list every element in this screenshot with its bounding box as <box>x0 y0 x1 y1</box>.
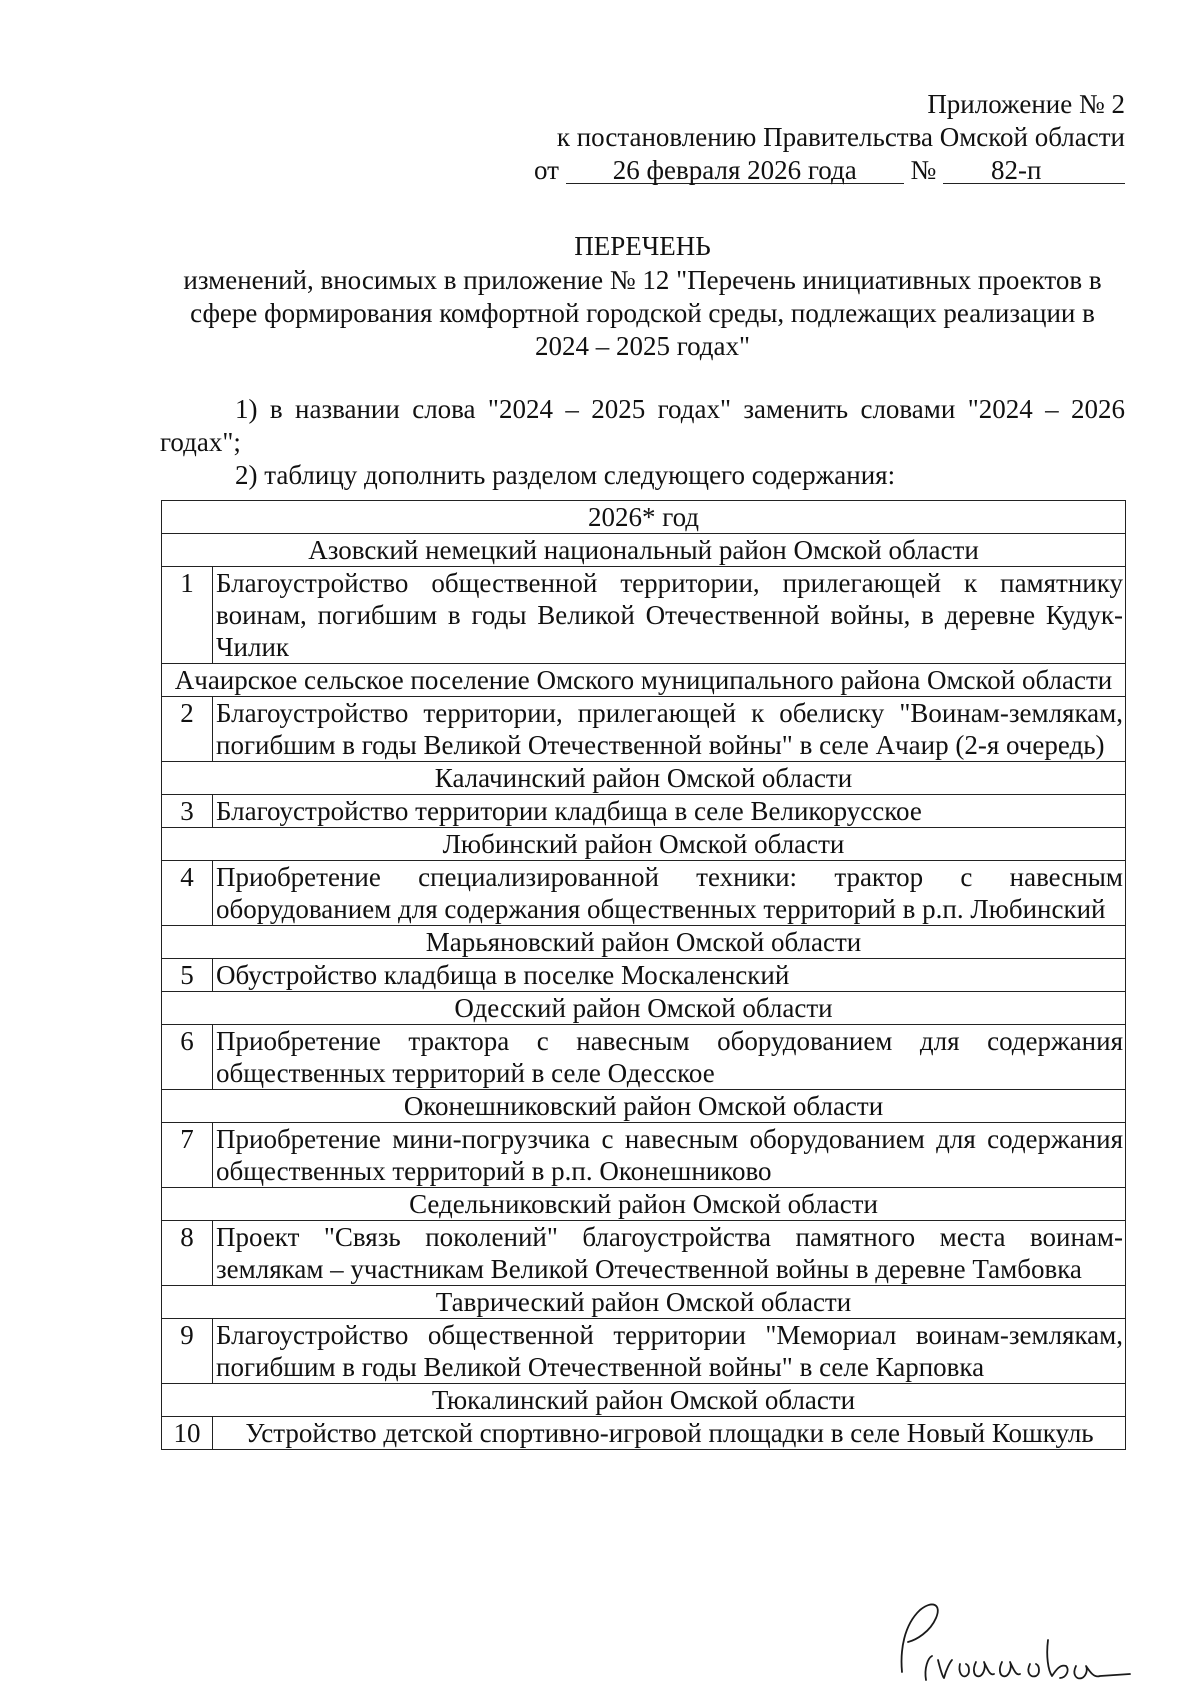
project-row <box>162 1417 1126 1450</box>
project-row <box>162 861 1126 926</box>
project-row <box>162 1123 1126 1188</box>
project-number: 10 <box>162 1417 213 1450</box>
project-row <box>162 795 1126 828</box>
project-row <box>162 959 1126 992</box>
project-description: Благоустройство территории, прилегающей к обелиску "Воинам-землякам, погибшим в годы Великой Отечественной войны" в селе Ачаир (2-я очередь) <box>213 697 1126 762</box>
project-row <box>162 697 1126 762</box>
project-row <box>162 1319 1126 1384</box>
district-name: Марьяновский район Омской области <box>162 926 1126 959</box>
district-row <box>162 534 1126 567</box>
resolution-date: 26 февраля 2026 года <box>566 157 904 184</box>
district-name: Азовский немецкий национальный район Омской области <box>162 534 1126 567</box>
project-description: Благоустройство общественной территории, прилегающей к памятнику воинам, погибшим в годы Великой Отечественной войны, в деревне Кудук-Чилик <box>213 567 1126 664</box>
district-name: Оконешниковский район Омской области <box>162 1090 1126 1123</box>
project-number: 6 <box>162 1025 213 1090</box>
district-row <box>162 1188 1126 1221</box>
document-title <box>160 230 1125 363</box>
resolution-number-underline <box>943 157 1125 184</box>
district-name: Любинский район Омской области <box>162 828 1126 861</box>
district-row <box>162 1286 1126 1319</box>
paragraph-2: 2) таблицу дополнить разделом следующего содержания: <box>235 460 896 490</box>
resolution-date-line <box>520 154 1125 187</box>
resolution-number: 82-п <box>991 155 1042 185</box>
project-number: 4 <box>162 861 213 926</box>
district-row <box>162 926 1126 959</box>
paragraph-1: 1) в названии слова "2024 – 2025 годах" заменить словами "2024 – 2026 годах"; <box>160 394 1125 457</box>
project-number: 3 <box>162 795 213 828</box>
project-row <box>162 1221 1126 1286</box>
project-description: Благоустройство территории кладбища в селе Великорусское <box>213 795 1126 828</box>
district-name: Калачинский район Омской области <box>162 762 1126 795</box>
project-number: 2 <box>162 697 213 762</box>
project-description: Обустройство кладбища в поселке Москаленский <box>213 959 1126 992</box>
title-heading: ПЕРЕЧЕНЬ <box>574 231 711 261</box>
project-description: Приобретение специализированной техники: трактор с навесным оборудованием для содержания общественных территорий в р.п. Любинский <box>213 861 1126 926</box>
project-number: 1 <box>162 567 213 664</box>
project-description: Приобретение мини-погрузчика с навесным оборудованием для содержания общественных территорий в р.п. Оконешниково <box>213 1123 1126 1188</box>
district-name: Седельниковский район Омской области <box>162 1188 1126 1221</box>
appendix-number: Приложение № 2 <box>927 89 1125 119</box>
project-number: 5 <box>162 959 213 992</box>
district-row <box>162 1090 1126 1123</box>
project-number: 9 <box>162 1319 213 1384</box>
project-description: Устройство детской спортивно-игровой площадки в селе Новый Кошкуль <box>213 1417 1126 1450</box>
project-number: 8 <box>162 1221 213 1286</box>
project-row <box>162 1025 1126 1090</box>
district-row <box>162 992 1126 1025</box>
district-name: Таврический район Омской области <box>162 1286 1126 1319</box>
signature <box>880 1590 1140 1685</box>
project-description: Проект "Связь поколений" благоустройства памятного места воинам-землякам – участникам Великой Отечественной войны в деревне Тамбовка <box>213 1221 1126 1286</box>
from-label: от <box>534 155 559 185</box>
number-label: № <box>910 155 937 185</box>
project-description: Благоустройство общественной территории "Мемориал воинам-землякам, погибшим в годы Великой Отечественной войны" в селе Карповка <box>213 1319 1126 1384</box>
resolution-reference: к постановлению Правительства Омской области <box>556 122 1125 152</box>
district-name: Ачаирское сельское поселение Омского муниципального района Омской области <box>162 664 1126 697</box>
project-description: Приобретение трактора с навесным оборудованием для содержания общественных территорий в селе Одесское <box>213 1025 1126 1090</box>
district-row <box>162 1384 1126 1417</box>
district-row <box>162 762 1126 795</box>
projects-table <box>161 500 1126 1450</box>
district-name: Одесский район Омской области <box>162 992 1126 1025</box>
appendix-header <box>520 88 1125 187</box>
district-name: Тюкалинский район Омской области <box>162 1384 1126 1417</box>
district-row <box>162 828 1126 861</box>
year-header-row <box>162 501 1126 534</box>
project-row <box>162 567 1126 664</box>
year-header: 2026* год <box>162 501 1126 534</box>
title-subtitle: изменений, вносимых в приложение № 12 "Перечень инициативных проектов в сфере формирования комфортной городской среды, подлежащих реализации в 2024 – 2025 годах" <box>183 265 1102 361</box>
district-row <box>162 664 1126 697</box>
project-number: 7 <box>162 1123 213 1188</box>
